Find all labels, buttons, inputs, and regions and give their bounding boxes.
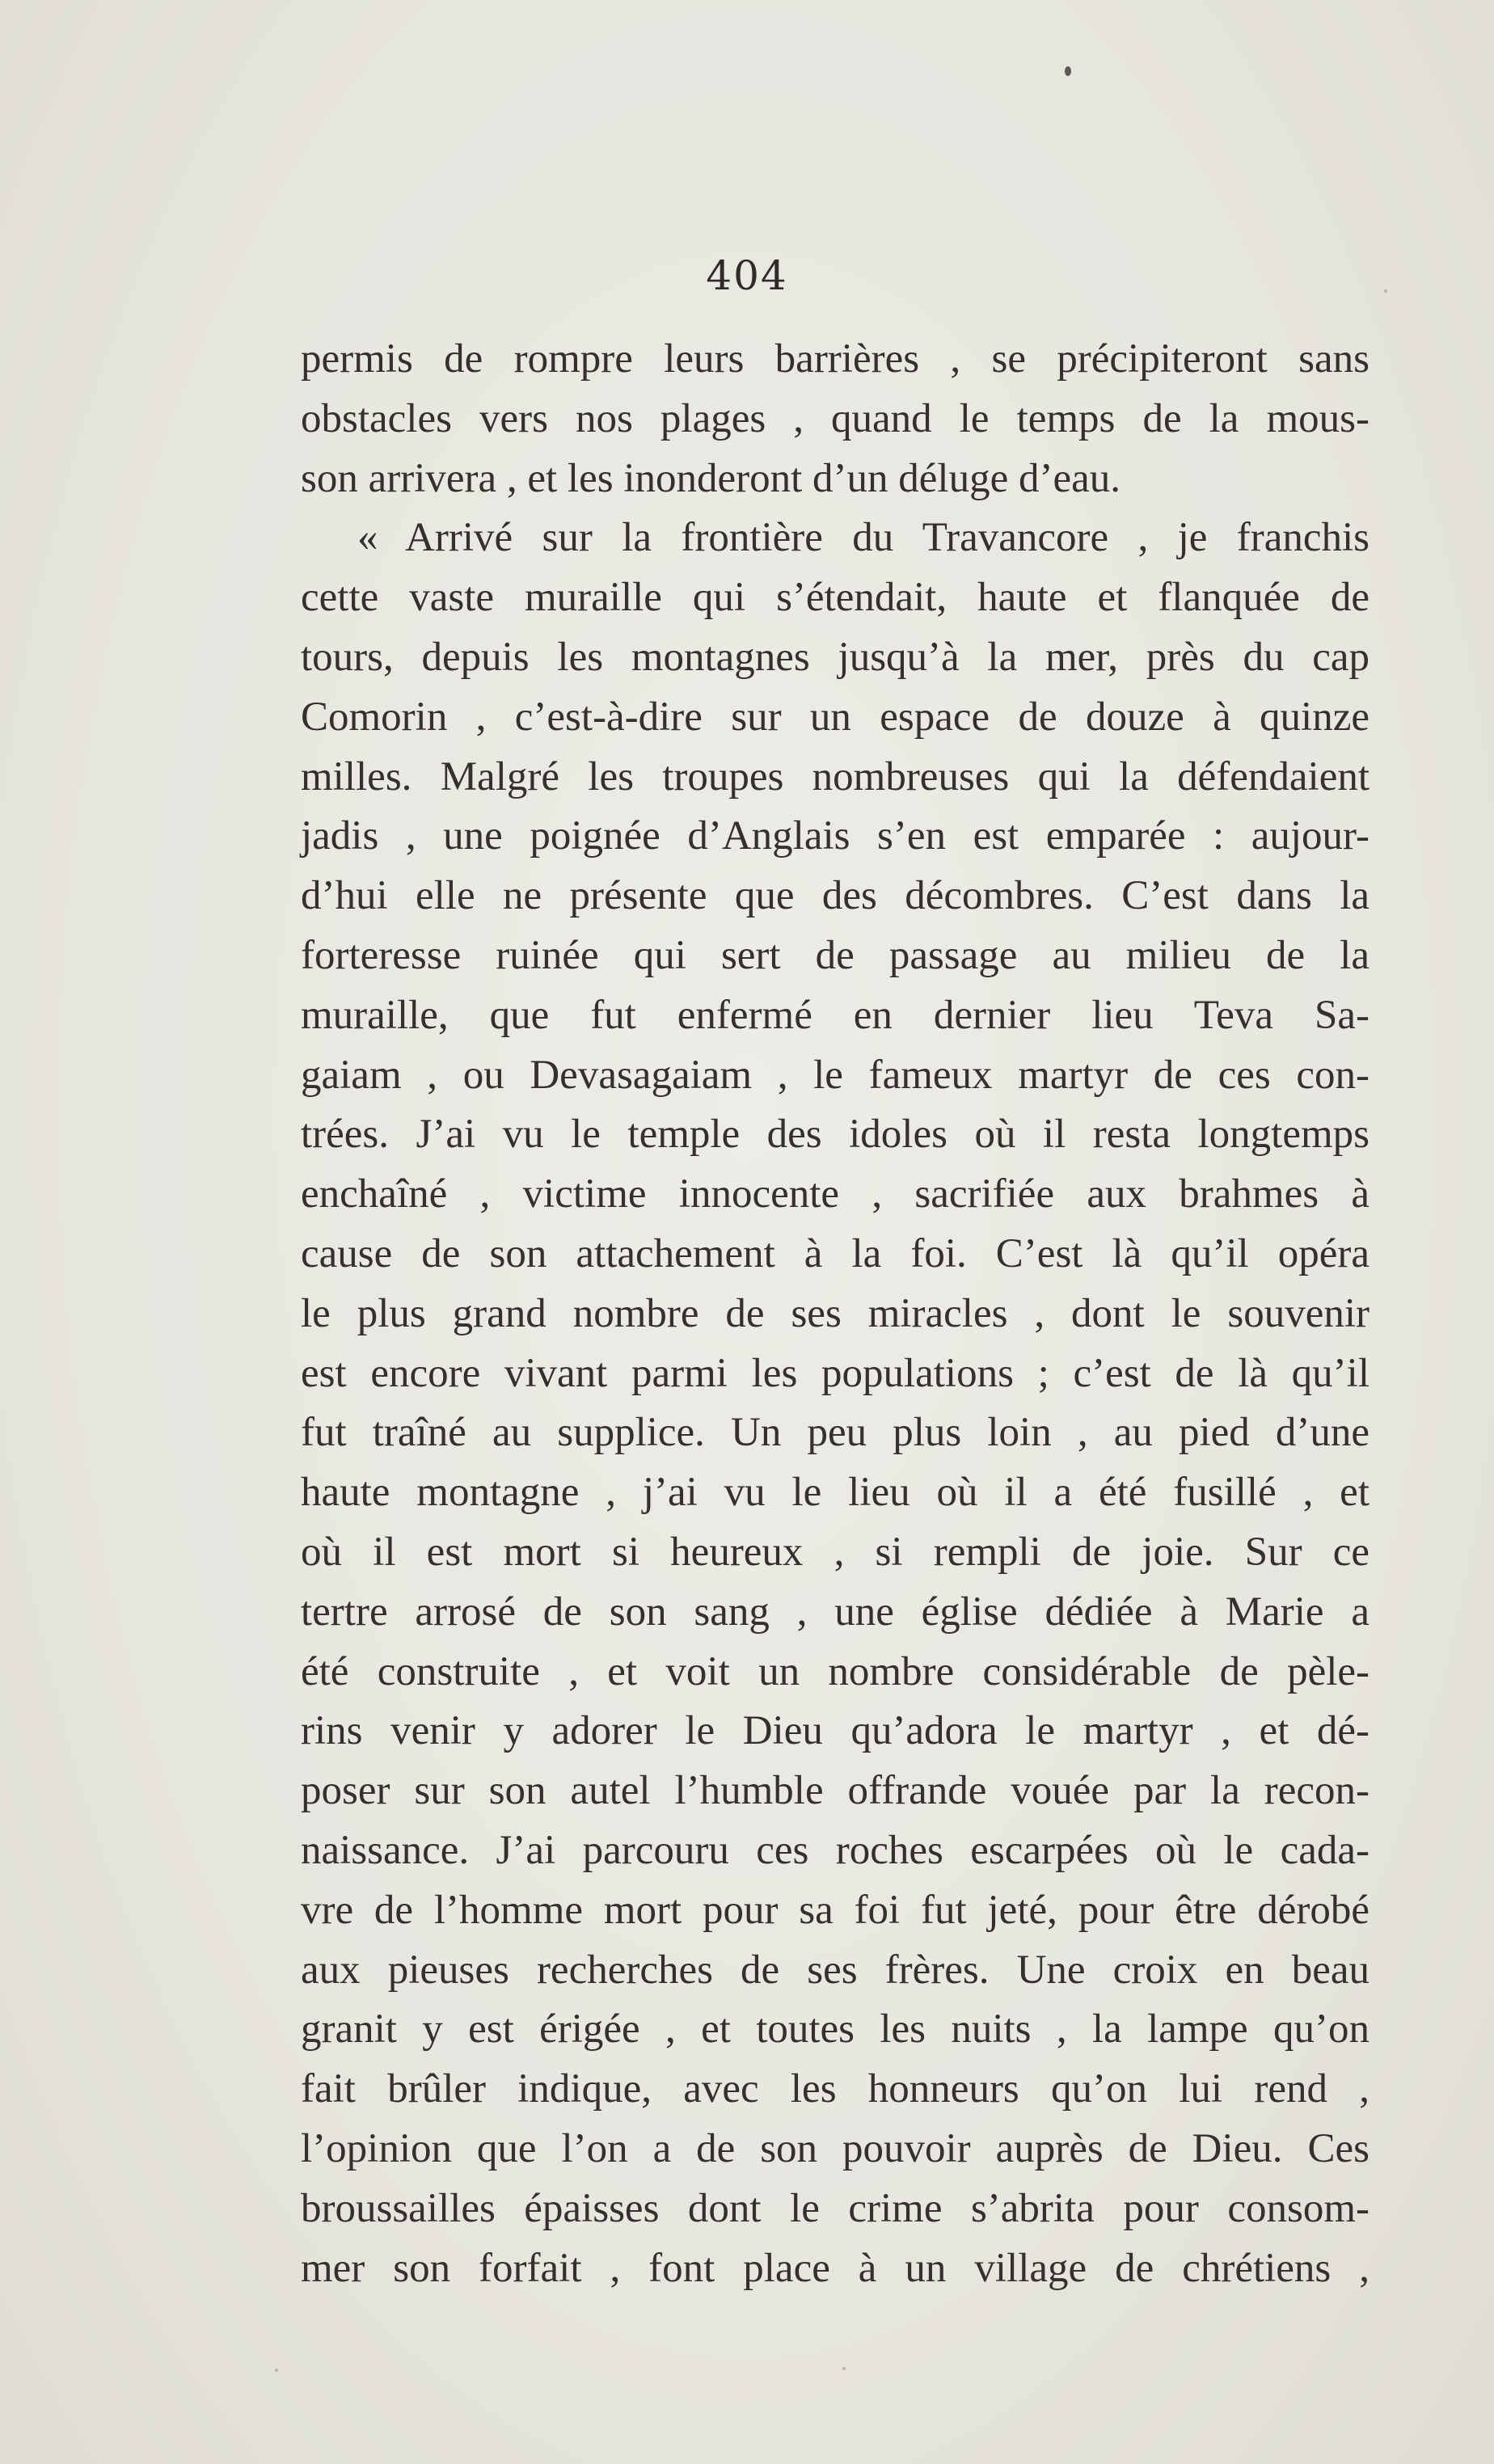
text-line: aux pieuses recherches de ses frères. Une croix en beau [301, 1947, 1370, 1993]
text-line: d’hui elle ne présente que des décombres. C’est dans la [301, 873, 1370, 919]
text-line: forteresse ruinée qui sert de passage au milieu de la [301, 932, 1370, 978]
text-line: vre de l’homme mort pour sa foi fut jeté, pour être dérobé [301, 1887, 1370, 1933]
page-number: 404 [706, 252, 788, 299]
text-line: poser sur son autel l’humble offrande vouée par la recon- [301, 1768, 1370, 1814]
text-line: cause de son attachement à la foi. C’est là qu’il opéra [301, 1230, 1370, 1276]
text-line: rins venir y adorer le Dieu qu’adora le martyr , et dé- [301, 1708, 1370, 1754]
text-line: Comorin , c’est-à-dire sur un espace de douze à quinze [301, 694, 1370, 740]
text-line: mer son forfait , font place à un village de chrétiens , [301, 2245, 1370, 2291]
text-line: granit y est érigée , et toutes les nuits , la lampe qu’on [301, 2006, 1370, 2053]
text-line: naissance. J’ai parcouru ces roches escarpées où le cada- [301, 1827, 1370, 1873]
paper-speck [275, 2369, 278, 2372]
text-line: jadis , une poignée d’Anglais s’en est emparée : aujour- [301, 813, 1370, 859]
text-line: tours, depuis les montagnes jusqu’à la mer, près du cap [301, 634, 1370, 680]
text-line: trées. J’ai vu le temple des idoles où il resta longtemps [301, 1112, 1370, 1158]
text-line: muraille, que fut enfermé en dernier lieu Teva Sa- [301, 992, 1370, 1038]
text-line: fait brûler indique, avec les honneurs qu’on lui rend , [301, 2066, 1370, 2112]
text-line: est encore vivant parmi les populations ; c’est de là qu’il [301, 1350, 1370, 1396]
text-line: cette vaste muraille qui s’étendait, haute et flanquée de [301, 575, 1370, 621]
text-line: gaiam , ou Devasagaiam , le fameux martyr de ces con- [301, 1052, 1370, 1098]
ink-mark [1065, 66, 1071, 76]
text-line: tertre arrosé de son sang , une église dédiée à Marie a [301, 1589, 1370, 1635]
text-line: milles. Malgré les troupes nombreuses qui la défendaient [301, 753, 1370, 800]
body-text [301, 330, 1370, 2298]
text-line: permis de rompre leurs barrières , se précipiteront sans [301, 336, 1370, 382]
text-line: le plus grand nombre de ses miracles , dont le souvenir [301, 1290, 1370, 1336]
text-line: obstacles vers nos plages , quand le temps de la mous- [301, 395, 1370, 441]
text-line: fut traîné au supplice. Un peu plus loin , au pied d’une [301, 1410, 1370, 1456]
text-line: son arrivera , et les inonderont d’un déluge d’eau. [301, 455, 1120, 501]
text-line: haute montagne , j’ai vu le lieu où il a été fusillé , et [301, 1470, 1370, 1516]
text-line: enchaîné , victime innocente , sacrifiée aux brahmes à [301, 1171, 1370, 1217]
text-line: l’opinion que l’on a de son pouvoir auprès de Dieu. Ces [301, 2125, 1370, 2171]
paper-speck [842, 2367, 846, 2370]
text-line: été construite , et voit un nombre considérable de pèle- [301, 1648, 1370, 1694]
text-line: où il est mort si heureux , si rempli de joie. Sur ce [301, 1529, 1370, 1575]
text-line: « Arrivé sur la frontière du Travancore , je franchis [357, 515, 1370, 561]
text-line: broussailles épaisses dont le crime s’abrita pour consom- [301, 2185, 1370, 2231]
